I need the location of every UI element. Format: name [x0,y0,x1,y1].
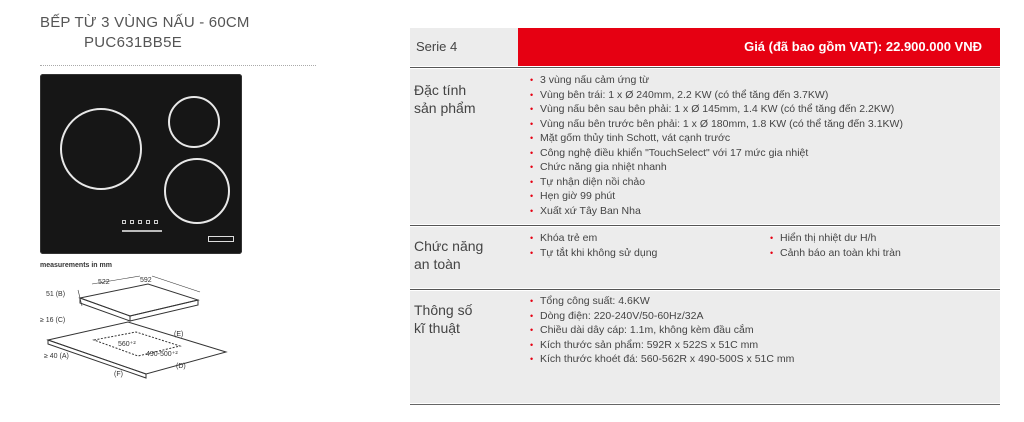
row-separator [410,289,1000,290]
title-divider [40,65,316,66]
list-item: • Công nghệ điều khiển "TouchSelect" với 17 mức gia nhiệt [530,146,903,161]
list-item: • Tự nhận diện nồi chảo [530,175,903,190]
safety-list-right [770,231,901,260]
features-label: Đặc tính sản phẩm [414,82,476,116]
list-item: • Kích thước sản phẩm: 592R x 522S x 51C mm [530,338,794,353]
features-label-cell [410,69,518,224]
brand-tag [208,236,234,242]
zone-rear-right-ring [168,96,220,148]
list-item: • Tổng công suất: 4.6KW [530,294,794,309]
table-bottom-border [410,404,1000,405]
list-item: • Hẹn giờ 99 phút [530,189,903,204]
list-item: • Vùng nấu bên trước bên phải: 1 x Ø 180mm, 1.8 KW (có thể tăng đến 3.1KW) [530,117,903,132]
dimension-diagram [40,270,230,382]
dim-d: (D) [176,363,186,370]
list-item: • Cảnh báo an toàn khi tràn [770,246,901,261]
safety-label-cell [410,227,518,288]
price-label: Giá (đã bao gồm VAT): 22.900.000 VNĐ [744,39,982,54]
features-content-cell [518,69,1000,224]
safety-list-left [530,231,657,260]
dim-522: 522 [98,279,110,286]
dim-e: (E) [174,331,184,338]
specs-label: Thông số kĩ thuật [414,302,473,336]
dim-40-a: ≥ 40 (A) [44,353,69,360]
list-item: • Vùng nấu bên sau bên phải: 1 x Ø 145mm, 1.4 KW (có thể tăng đến 2.2KW) [530,102,903,117]
zone-front-right-ring [164,158,230,224]
price-cell [518,28,1000,66]
row-separator [410,225,1000,226]
dim-592: 592 [140,277,152,284]
cooktop-image [40,74,242,254]
dim-560: 560⁺² [118,341,136,348]
list-item: • 3 vùng nấu cảm ứng từ [530,73,903,88]
specs-label-cell [410,291,518,403]
spec-table [410,28,1000,406]
dim-16-c: ≥ 16 (C) [40,317,66,324]
list-item: • Dòng điện: 220-240V/50-60Hz/32A [530,309,794,324]
dim-51-b: 51 (B) [46,291,66,298]
safety-content-cell [518,227,1000,288]
serie-label: Serie 4 [416,39,458,54]
list-item: • Mặt gốm thủy tinh Schott, vát cạnh trước [530,131,903,146]
list-item: • Khóa trẻ em [530,231,657,246]
list-item: • Hiển thị nhiệt dư H/h [770,231,901,246]
dim-490: 490-500⁺² [146,351,178,358]
list-item: • Xuất xứ Tây Ban Nha [530,204,903,219]
list-item: • Kích thước khoét đá: 560-562R x 490-500S x 51C mm [530,352,794,367]
specs-content-cell [518,291,1000,403]
row-separator [410,67,1000,68]
list-item: • Chiều dài dây cáp: 1.1m, không kèm đầu cắm [530,323,794,338]
features-list [530,73,903,218]
product-title: BẾP TỪ 3 VÙNG NẤU - 60CM [40,14,250,31]
touch-control-panel [122,218,162,240]
list-item: • Chức năng gia nhiệt nhanh [530,160,903,175]
serie-cell [410,28,518,66]
table-header-row [410,28,1000,66]
specs-list [530,294,794,367]
dim-f: (F) [114,371,123,378]
measurements-label: measurements in mm [40,262,112,269]
zone-left-ring [60,108,142,190]
product-model: PUC631BB5E [84,34,183,51]
safety-label: Chức năng an toàn [414,238,484,272]
list-item: • Tự tắt khi không sử dụng [530,246,657,261]
list-item: • Vùng bên trái: 1 x Ø 240mm, 2.2 KW (có thể tăng đến 3.7KW) [530,88,903,103]
